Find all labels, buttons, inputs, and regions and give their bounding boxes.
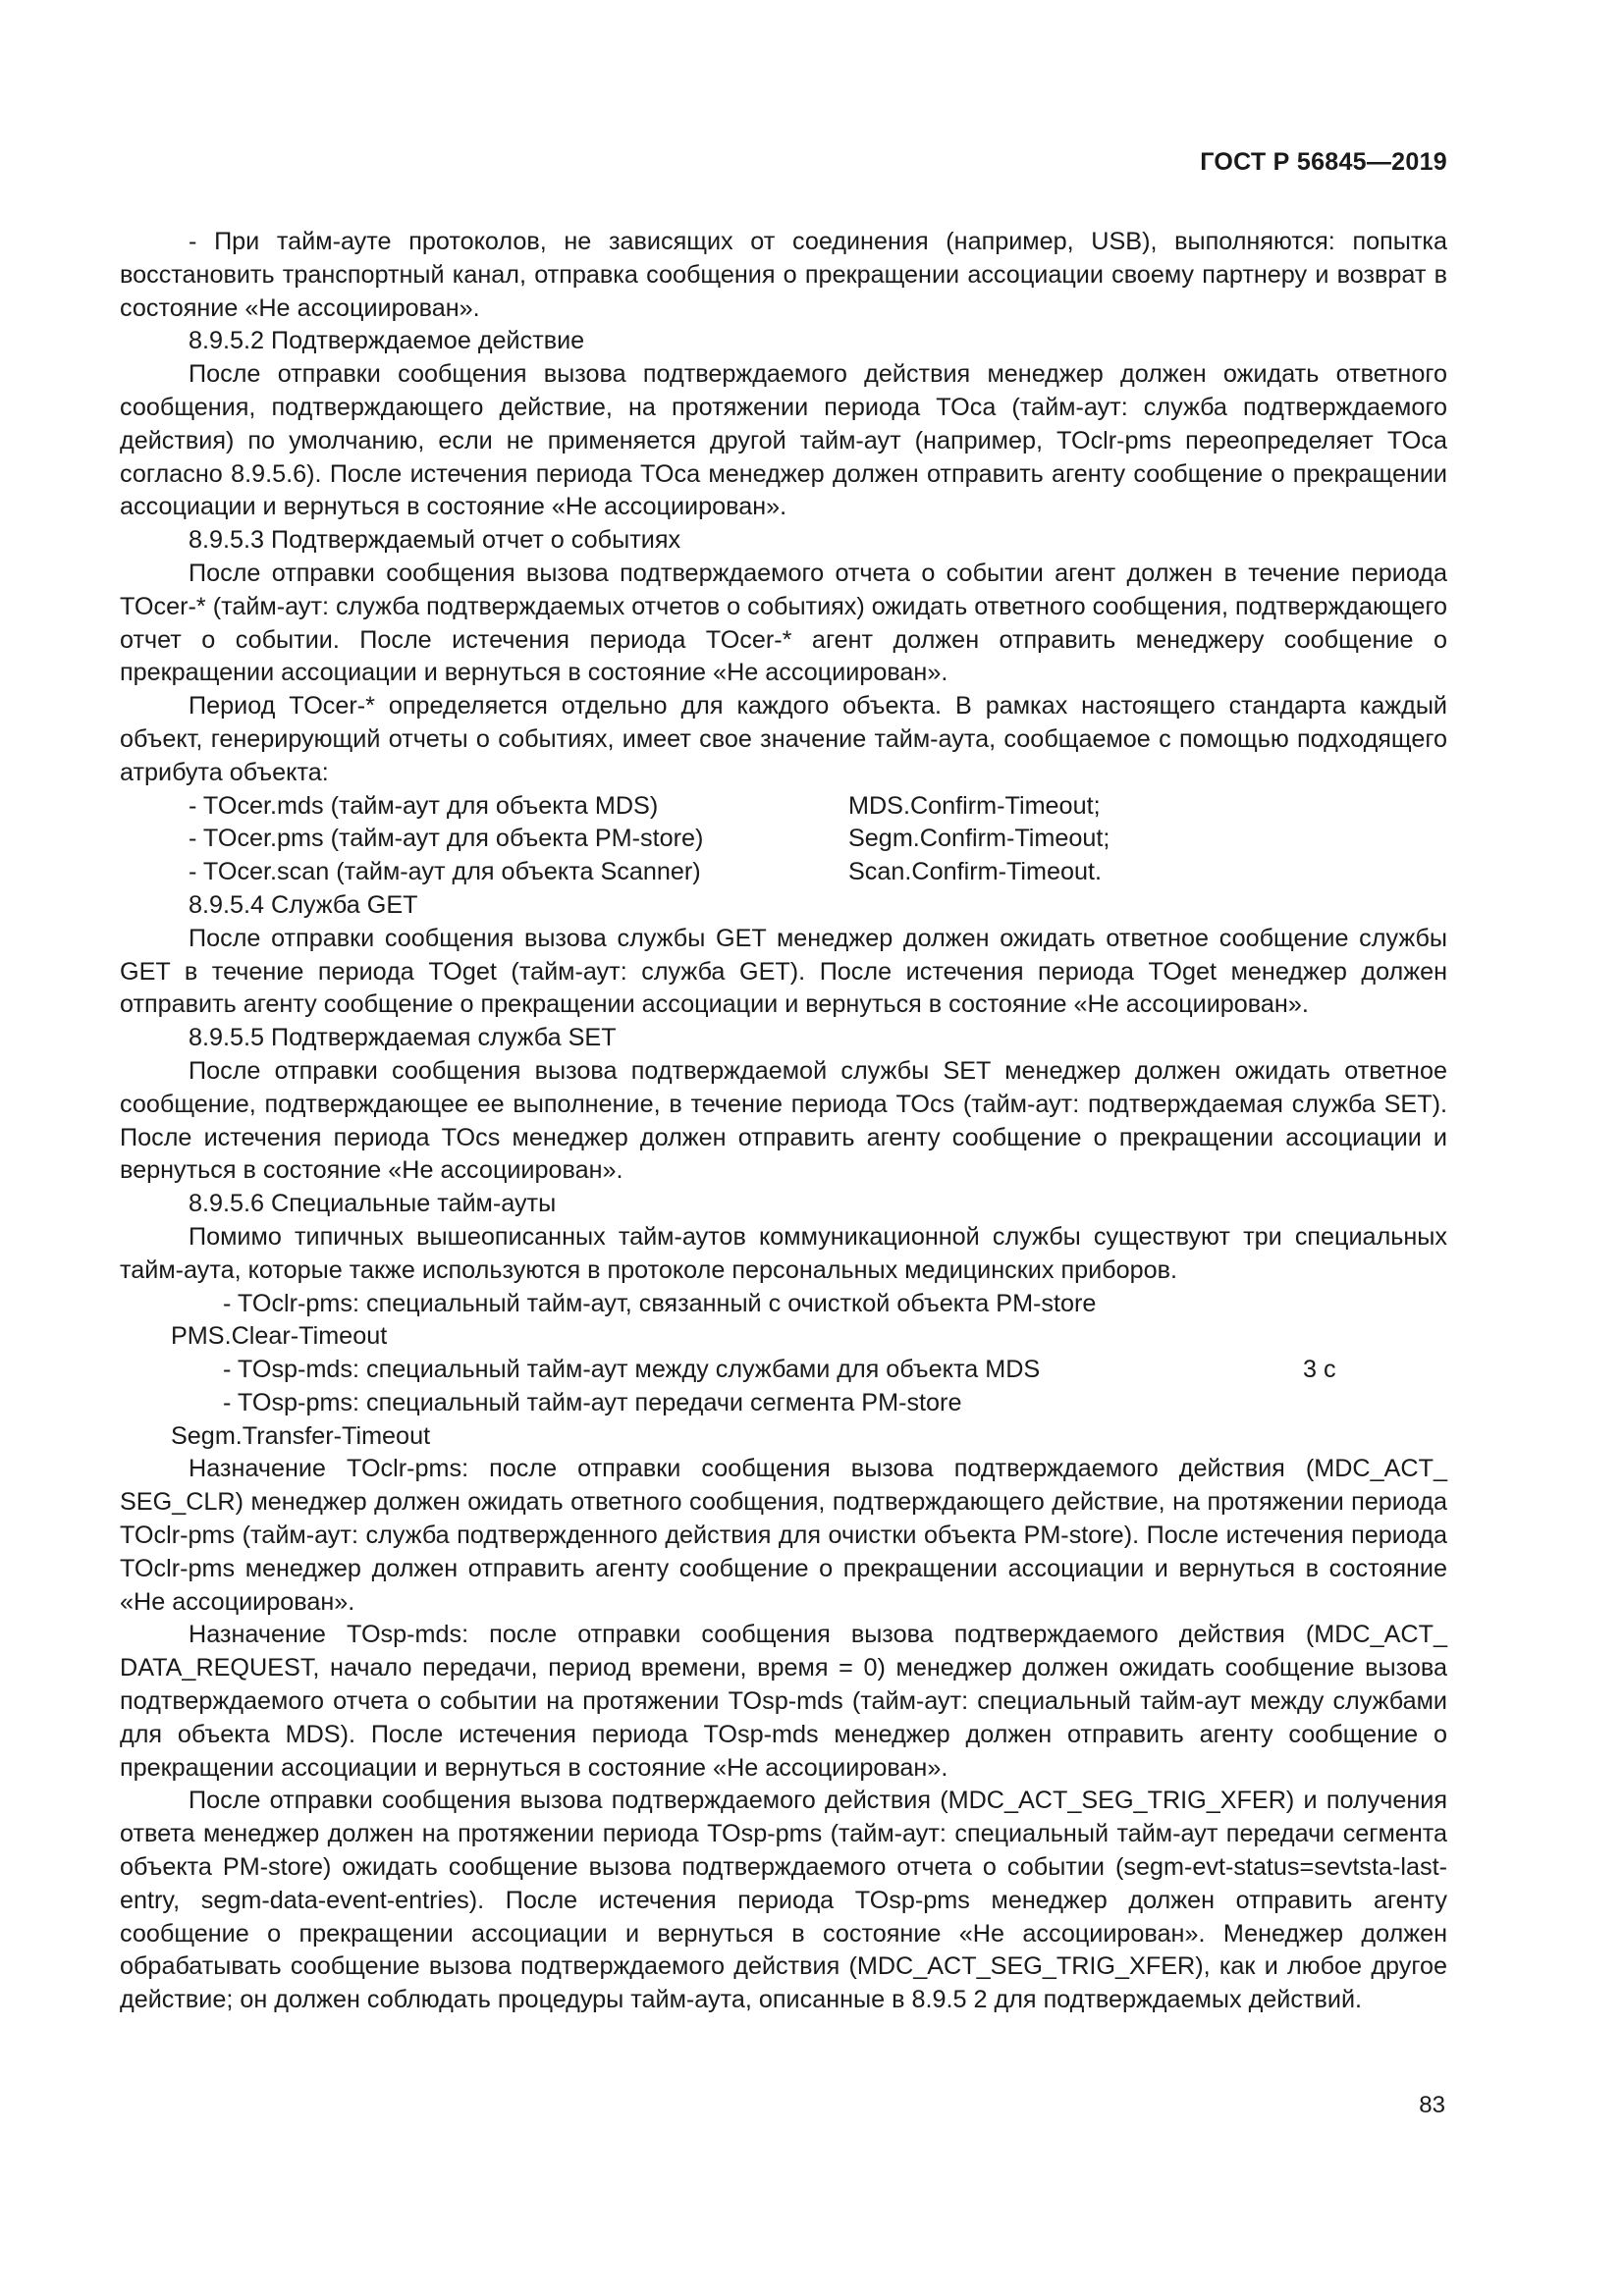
paragraph: После отправки сообщения вызова службы GET менеджер должен ожидать ответное сообщение службы GET в течение периода TOget (тайм-аут: служба GET). После истечения периода TOget менеджер должен отправить агенту сообщение о прекращении ассоциации и вернуться в состояние «Не ассоциирован».: [120, 924, 1447, 1019]
list-item-attr: Scan.Confirm-Timeout.: [848, 858, 1103, 886]
paragraph: После отправки сообщения вызова подтверждаемого отчета о событии агент должен в течение периода TOcer-* (тайм-аут: служба подтверждаемых отчетов о событиях) ожидать ответного сообщения, подтверждающего отчет о событии. После истечения периода TOcer-* агент должен отправить менеджеру сообщение о прекращении ассоциации и вернуться в состояние «Не ассоциирован».: [120, 559, 1447, 687]
special-timeout-item: - TOclr-pms: специальный тайм-аут, связанный с очисткой объекта PM-store: [223, 1289, 1097, 1317]
special-timeout-item: - TOsp-pms: специальный тайм-аут передачи сегмента PM-store: [223, 1388, 962, 1416]
paragraph: После отправки сообщения вызова подтверждаемой службы SET менеджер должен ожидать ответное сообщение, подтверждающее ее выполнение, в течение периода TOcs (тайм-аут: подтверждаемая служба SET). После истечения периода TOcs менеджер должен отправить агенту сообщение о прекращении ассоциации и вернуться в состояние «Не ассоциирован».: [120, 1056, 1447, 1185]
list-item-desc: - TOcer.scan (тайм-аут для объекта Scanner): [189, 858, 701, 886]
page-number: 83: [1419, 2092, 1445, 2118]
document-header: ГОСТ Р 56845—2019: [1200, 148, 1447, 176]
list-item: [120, 856, 1447, 889]
list-item: [120, 790, 1447, 824]
paragraph: После отправки сообщения вызова подтверждаемого действия менеджер должен ожидать ответного сообщения, подтверждающего действие, на протяжении периода TOca (тайм-аут: служба подтверждаемого действия) по умолчанию, если не применяется другой тайм-аут (например, TOclr-pms переопределяет TOca согласно 8.9.5.6). После истечения периода TOca менеджер должен отправить агенту сообщение о прекращении ассоциации и вернуться в состояние «Не ассоциирован».: [120, 360, 1447, 521]
section-heading: 8.9.5.3 Подтверждаемый отчет о событиях: [189, 526, 681, 555]
paragraph: После отправки сообщения вызова подтверждаемого действия (MDC_ACT_SEG_TRIG_XFER) и получения ответа менеджер должен на протяжении периода TOsp-pms (тайм-аут: специальный тайм-аут передачи сегмента объекта PM-store) ожидать сообщение вызова подтверждаемого отчета о событии (segm-evt-status=sevtsta-last-entry, segm-data-event-entries). После истечения периода TOsp-pms менеджер должен отправить агенту сообщение о прекращении ассоциации и вернуться в состояние «Не ассоциирован». Менеджер должен обрабатывать сообщение вызова подтверждаемого действия (MDC_ACT_SEG_TRIG_XFER), как и любое другое действие; он должен соблюдать процедуры тайм-аута, описанные в 8.9.5 2 для подтверждаемых действий.: [120, 1787, 1447, 2014]
special-timeout-item: [120, 1354, 1447, 1387]
section-heading: 8.9.5.4 Служба GET: [189, 890, 418, 919]
paragraph: Период TOcer-* определяется отдельно для каждого объекта. В рамках настоящего стандарта каждый объект, генерирующий отчеты о событиях, имеет свое значение тайм-аута, сообщаемое с помощью подходящего атрибута объекта:: [120, 692, 1447, 786]
special-timeout-desc: - TOsp-mds: специальный тайм-аут между службами для объекта MDS: [223, 1356, 1041, 1384]
section-heading: 8.9.5.6 Специальные тайм-ауты: [189, 1190, 557, 1218]
list-item: [120, 823, 1447, 856]
paragraph: Помимо типичных вышеописанных тайм-аутов коммуникационной службы существуют три специальных тайм-аута, которые также используются в протоколе персональных медицинских приборов.: [120, 1222, 1447, 1284]
special-timeout-value: 3 с: [1303, 1356, 1336, 1384]
document-body: [120, 226, 1447, 2017]
list-item-attr: MDS.Confirm-Timeout;: [848, 791, 1101, 820]
paragraph: - При тайм-ауте протоколов, не зависящих от соединения (например, USB), выполняются: попытка восстановить транспортный канал, отправка сообщения о прекращении ассоциации своему партнеру и возврат в состояние «Не ассоциирован».: [120, 228, 1447, 322]
special-timeout-attr: PMS.Clear-Timeout: [171, 1322, 388, 1351]
special-timeout-attr: Segm.Transfer-Timeout: [171, 1421, 431, 1450]
section-heading: 8.9.5.5 Подтверждаемая служба SET: [189, 1024, 617, 1052]
list-item-desc: - TOcer.pms (тайм-аут для объекта PM-store): [189, 825, 704, 853]
list-item-desc: - TOcer.mds (тайм-аут для объекта MDS): [189, 791, 659, 820]
paragraph: Назначение TOsp-mds: после отправки сообщения вызова подтверждаемого действия (MDC_ACT_ DATA_REQUEST, начало передачи, период времени, время = 0) менеджер должен ожидать сообщение вызова подтверждаемого отчета о событии на протяжении TOsp-mds (тайм-аут: специальный тайм-аут между службами для объекта MDS). После истечения периода TOsp-mds менеджер должен отправить агенту сообщение о прекращении ассоциации и вернуться в состояние «Не ассоциирован».: [120, 1621, 1447, 1782]
section-heading: 8.9.5.2 Подтверждаемое действие: [189, 327, 585, 355]
paragraph: Назначение TOclr-pms: после отправки сообщения вызова подтверждаемого действия (MDC_ACT_ SEG_CLR) менеджер должен ожидать ответного сообщения, подтверждающего действие, на протяжении периода TOclr-pms (тайм-аут: служба подтвержденного действия для очистки объекта PM-store). После истечения периода TOclr-pms менеджер должен отправить агенту сообщение о прекращении ассоциации и вернуться в состояние «Не ассоциирован».: [120, 1455, 1447, 1616]
list-item-attr: Segm.Confirm-Timeout;: [848, 825, 1110, 853]
